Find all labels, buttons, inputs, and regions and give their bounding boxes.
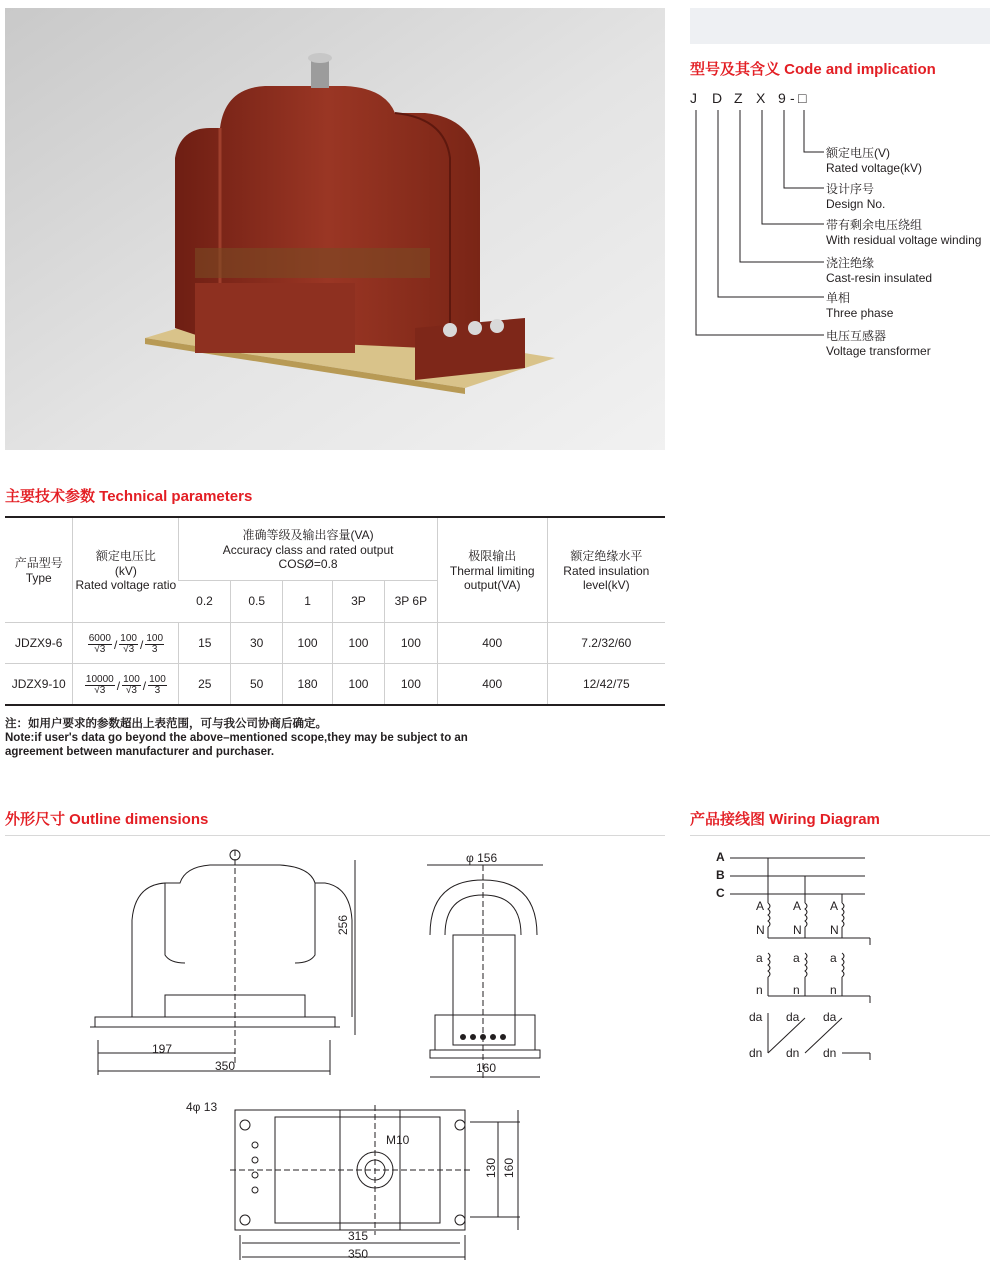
wiring-section-title: 产品接线图 Wiring Diagram: [690, 811, 880, 828]
header-class: 0.5: [231, 580, 283, 622]
dim-inner-width: 130: [484, 1157, 498, 1178]
cell-type: JDZX9-10: [5, 663, 73, 704]
header-class: 0.2: [179, 580, 231, 622]
tech-table-wrap: [5, 516, 665, 706]
code-meaning-transformer: 电压互感器 Voltage transformer: [826, 329, 931, 358]
tech-section-title: 主要技术参数 Technical parameters: [5, 488, 253, 505]
code-meaning-cast-resin: 浇注绝缘 Cast-resin insulated: [826, 256, 933, 285]
front-view-drawing: [90, 845, 380, 1080]
code-letter: 9: [778, 90, 786, 106]
header-type: 产品型号 Type: [14, 556, 63, 586]
code-letter: X: [756, 90, 766, 106]
product-photo: [5, 8, 665, 450]
table-row: [5, 622, 665, 663]
dim-height: 256: [336, 914, 350, 935]
tech-table: [5, 518, 665, 704]
code-letter: □: [798, 90, 807, 106]
terminal-label: A: [793, 899, 802, 913]
cell-insulation: 12/42/75: [547, 663, 665, 704]
cell-value: 100: [283, 622, 333, 663]
cell-value: 30: [231, 622, 283, 663]
cell-value: 25: [179, 663, 231, 704]
header-bar: [690, 8, 990, 44]
terminal-label: N: [793, 923, 802, 937]
table-note: 注：如用户要求的参数超出上表范围，可与我公司协商后确定。 Note:if user's data go beyond the above–mentioned scope,they may be subject to an agreement between manufacturer and purchaser.: [5, 718, 468, 758]
cell-value: 50: [231, 663, 283, 704]
cell-value: 100: [333, 663, 385, 704]
terminal-label: a: [830, 951, 837, 965]
cell-ratio: 6000 √3 / 100 √3 / 100 3: [73, 622, 179, 663]
cell-insulation: 7.2/32/60: [547, 622, 665, 663]
terminal-label: dn: [823, 1046, 837, 1060]
code-meaning-phase: 单相 Three phase: [826, 291, 894, 320]
dim-width: 160: [476, 1061, 497, 1075]
header-thermal: 极限输出 Thermal limiting output(VA): [437, 518, 547, 622]
code-leader-lines: [690, 108, 830, 348]
cell-thermal: 400: [437, 663, 547, 704]
terminal-label: da: [823, 1010, 837, 1024]
terminal-label: a: [793, 951, 800, 965]
header-class: 1: [283, 580, 333, 622]
dim-offset: 197: [152, 1042, 173, 1056]
terminal-label: da: [786, 1010, 800, 1024]
dim-holes: 4φ 13: [186, 1100, 218, 1114]
outline-rule: [5, 835, 665, 836]
terminal-label: n: [756, 983, 763, 997]
code-letter: Z: [734, 90, 743, 106]
header-ratio: 额定电压比 (kV) Rated voltage ratio: [73, 518, 179, 622]
cell-value: 15: [179, 622, 231, 663]
header-class: 3P 6P: [384, 580, 437, 622]
code-letter: D: [712, 90, 723, 106]
terminal-label: N: [830, 923, 839, 937]
terminal-label: A: [830, 899, 839, 913]
phase-label-a: A: [716, 850, 725, 864]
cell-type: JDZX9-6: [5, 622, 73, 663]
header-class: 3P: [333, 580, 385, 622]
side-view-drawing: [415, 855, 555, 1085]
wiring-rule: [690, 835, 990, 836]
phase-label-c: C: [716, 886, 725, 900]
wiring-diagram: [730, 848, 880, 1073]
phase-label-b: B: [716, 868, 725, 882]
cell-ratio: 10000 √3 / 100 √3 / 100 3: [73, 663, 179, 704]
dim-length: 350: [215, 1059, 236, 1073]
header-insulation: 额定绝缘水平 Rated insulation level(kV): [547, 518, 665, 622]
code-meaning-design: 设计序号 Design No.: [826, 182, 886, 211]
terminal-label: n: [830, 983, 837, 997]
code-section-title: 型号及其含义 Code and implication: [690, 61, 936, 78]
terminal-label: dn: [786, 1046, 800, 1060]
terminal-label: A: [756, 899, 765, 913]
dim-inner-length: 315: [348, 1229, 369, 1243]
header-accuracy: 准确等级及输出容量(VA) Accuracy class and rated output COSØ=0.8: [179, 518, 437, 580]
code-meaning-voltage: 额定电压(V) Rated voltage(kV): [826, 146, 923, 175]
cell-value: 180: [283, 663, 333, 704]
code-letters: [690, 90, 990, 110]
cell-thermal: 400: [437, 622, 547, 663]
terminal-label: a: [756, 951, 763, 965]
terminal-label: da: [749, 1010, 763, 1024]
dim-diameter: φ 156: [466, 851, 498, 865]
terminal-label: dn: [749, 1046, 763, 1060]
outline-section-title: 外形尺寸 Outline dimensions: [5, 811, 209, 828]
dim-outer-length: 350: [348, 1247, 369, 1261]
terminal-label: n: [793, 983, 800, 997]
dim-bolt: M10: [386, 1133, 410, 1147]
cell-value: 100: [333, 622, 385, 663]
table-row: [5, 663, 665, 704]
terminal-label: N: [756, 923, 765, 937]
code-letter: -: [790, 90, 795, 106]
dim-outer-width: 160: [502, 1157, 516, 1178]
code-meaning-residual: 带有剩余电压绕组 With residual voltage winding: [826, 218, 982, 247]
cell-value: 100: [384, 663, 437, 704]
cell-value: 100: [384, 622, 437, 663]
code-letter: J: [690, 90, 697, 106]
